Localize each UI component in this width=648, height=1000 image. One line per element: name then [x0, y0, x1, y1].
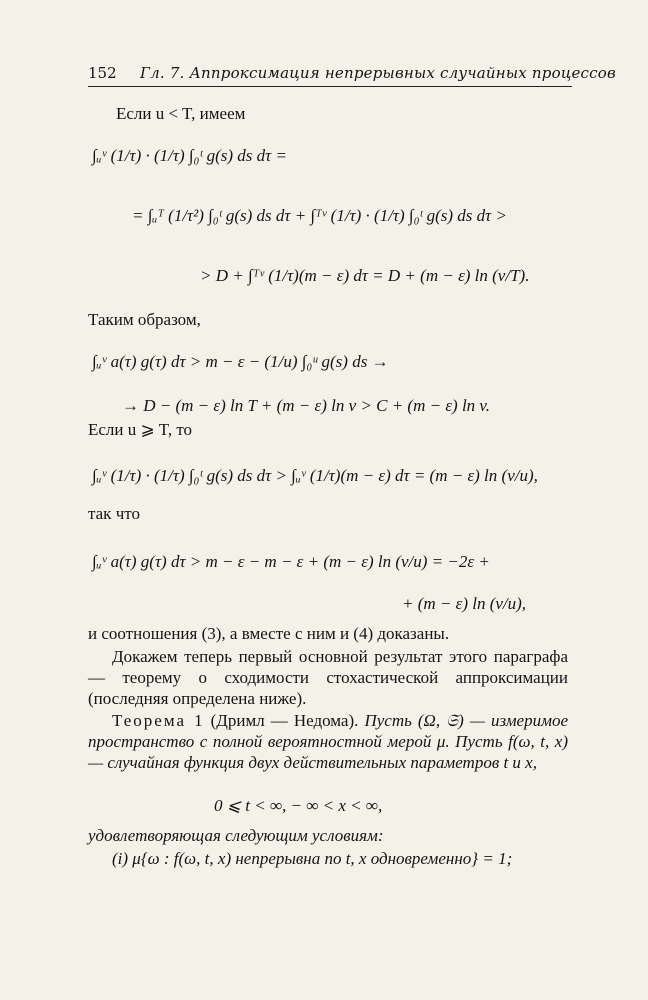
condition-i-text: (i) μ{ω : f(ω, t, x) непрерывна по t, x одновременно} = 1; — [112, 849, 513, 868]
equation-2: = ∫ᵤᵀ (1/τ²) ∫₀ᵗ g(s) ds dτ + ∫ᵀᵛ (1/τ) · (1/τ) ∫₀ᵗ g(s) ds dτ > — [132, 206, 507, 225]
theorem-1 — [88, 710, 568, 773]
equation-domain: 0 ⩽ t < ∞, − ∞ < x < ∞, — [214, 796, 383, 815]
theorem-body: Пусть (Ω, 𝔖) — измеримое пространство с полной вероятностной мерой μ. Пусть f(ω, t, x) — случайная функция двух действительных параметров t и x, — [88, 711, 568, 772]
equation-5: → D − (m − ε) ln T + (m − ε) ln v > C + (m − ε) ln v. — [122, 396, 490, 415]
theorem-label: Теорема 1 — [112, 711, 205, 730]
text-line-if-u-geq-T: Если u ⩾ T, то — [88, 420, 193, 439]
paragraph-main-result — [88, 646, 568, 709]
text-line-if-u-less-T: Если u < T, имеем — [116, 104, 246, 123]
equation-3: > D + ∫ᵀᵛ (1/τ)(m − ε) dτ = D + (m − ε) ln (v/T). — [200, 266, 530, 285]
text-line-thus: Таким образом, — [88, 310, 201, 329]
equation-6: ∫ᵤᵛ (1/τ) · (1/τ) ∫₀ᵗ g(s) ds dτ > ∫ᵤᵛ (1/τ)(m − ε) dτ = (m − ε) ln (v/u), — [92, 466, 538, 485]
paragraph-main-result-text: Докажем теперь первый основной результат этого параграфа — теорему о сходимости стохастической аппроксимации (последняя определена ниже). — [88, 647, 568, 708]
running-title: Гл. 7. Аппроксимация непрерывных случайных процессов — [140, 64, 616, 82]
paragraph-relations-proved: и соотношения (3), а вместе с ним и (4) доказаны. — [88, 624, 450, 643]
equation-8: + (m − ε) ln (v/u), — [402, 594, 527, 613]
theorem-authors: (Дримл — Недома). — [210, 711, 359, 730]
header-rule — [88, 86, 572, 87]
equation-4: ∫ᵤᵛ a(τ) g(τ) dτ > m − ε − (1/u) ∫₀ᵘ g(s) ds → — [92, 352, 389, 371]
equation-1: ∫ᵤᵛ (1/τ) · (1/τ) ∫₀ᵗ g(s) ds dτ = — [92, 146, 287, 165]
page-number: 152 — [88, 64, 117, 82]
condition-i — [88, 848, 568, 869]
equation-7: ∫ᵤᵛ a(τ) g(τ) dτ > m − ε − m − ε + (m − ε) ln (v/u) = −2ε + — [92, 552, 490, 571]
text-line-so-that: так что — [88, 504, 140, 523]
paragraph-conditions: удовлетворяющая следующим условиям: — [88, 826, 384, 845]
